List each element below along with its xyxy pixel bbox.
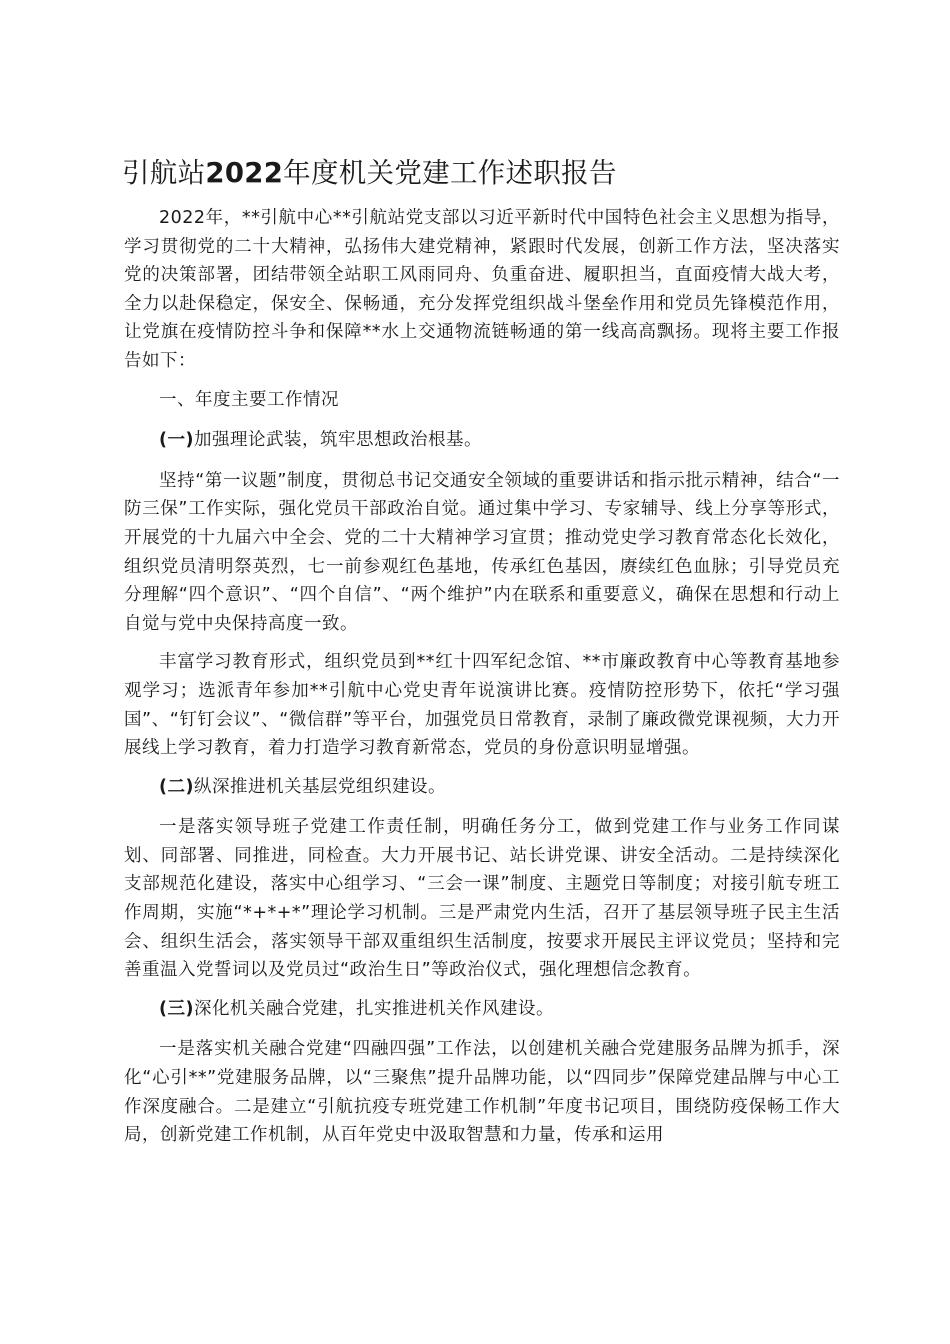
- section-heading: 一、年度主要工作情况: [159, 389, 339, 410]
- subsection-marker: (三): [159, 998, 194, 1019]
- title-year: 2022: [205, 157, 284, 189]
- subsection-marker: (一): [159, 430, 194, 451]
- paragraph-intro: 2022年，**引航中心**引航站党支部以习近平新时代中国特色社会主义思想为指导，学习贯彻党的二十大精神，弘扬伟大建党精神，紧跟时代发展，创新工作方法，坚决落实党的决策部署，团结带领全站职工风雨同舟、负重奋进、履职担当，直面疫情大战大考，全力以赴保稳定，保安全、保畅通，充分发挥党组织战斗堡垒作用和党员先锋模范作用，让党旗在疫情防控斗争和保障**水上交通物流链畅通的第一线高高飘扬。现将主要工作报告如下：: [124, 208, 840, 371]
- document-title: [122, 150, 842, 196]
- subsection-heading: [124, 773, 840, 802]
- subsection-heading: [124, 995, 840, 1024]
- paragraph: 丰富学习教育形式，组织党员到**红十四军纪念馆、**市廉政教育中心等教育基地参观学习；选派青年参加**引航中心党史青年说演讲比赛。疫情防控形势下，依托“学习强国”、“钉钉会议”、“微信群”等平台，加强党员日常教育，录制了廉政微党课视频，大力开展线上学习教育，着力打造学习教育新常态，党员的身份意识明显增强。: [124, 652, 840, 759]
- subsection-marker: (二): [159, 776, 194, 797]
- subsection-title: 深化机关融合党建，扎实推进机关作风建设。: [194, 998, 554, 1019]
- paragraph: 一是落实机关融合党建“四融四强”工作法，以创建机关融合党建服务品牌为抓手，深化“心引**”党建服务品牌，以“三聚焦”提升品牌功能，以“四同步”保障党建品牌与中心工作深度融合。二是建立“引航抗疫专班党建工作机制”年度书记项目，围绕防疫保畅工作大局，创新党建工作机制，从百年党史中汲取智慧和力量，传承和运用: [124, 1039, 840, 1146]
- title-prefix: 引航站: [122, 157, 206, 189]
- subsection-title: 纵深推进机关基层党组织建设。: [194, 776, 446, 797]
- title-suffix: 年度机关党建工作述职报告: [283, 157, 617, 189]
- subsection-title: 加强理论武装，筑牢思想政治根基。: [194, 430, 482, 451]
- subsection-heading: [124, 426, 840, 455]
- paragraph: 坚持“第一议题”制度，贯彻总书记交通安全领域的重要讲话和指示批示精神，结合“一防三保”工作实际，强化党员干部政治自觉。通过集中学习、专家辅导、线上分享等形式，开展党的十九届六中全会、党的二十大精神学习宣贯；推动党史学习教育常态化长效化，组织党员清明祭英烈，七一前参观红色基地，传承红色基因，赓续红色血脉；引导党员充分理解“四个意识”、“四个自信”、“两个维护”内在联系和重要意义，确保在思想和行动上自觉与党中央保持高度一致。: [124, 470, 840, 634]
- paragraph: 一是落实领导班子党建工作责任制，明确任务分工，做到党建工作与业务工作同谋划、同部署、同推进，同检查。大力开展书记、站长讲党课、讲安全活动。二是持续深化支部规范化建设，落实中心组学习、“三会一课”制度、主题党日等制度；对接引航专班工作周期，实施“*+*+*”理论学习机制。三是严肃党内生活，召开了基层领导班子民主生活会、组织生活会，落实领导干部双重组织生活制度，按要求开展民主评议党员；坚持和完善重温入党誓词以及党员过“政治生日”等政治仪式，强化理想信念教育。: [124, 817, 840, 981]
- document-body: [124, 204, 840, 1160]
